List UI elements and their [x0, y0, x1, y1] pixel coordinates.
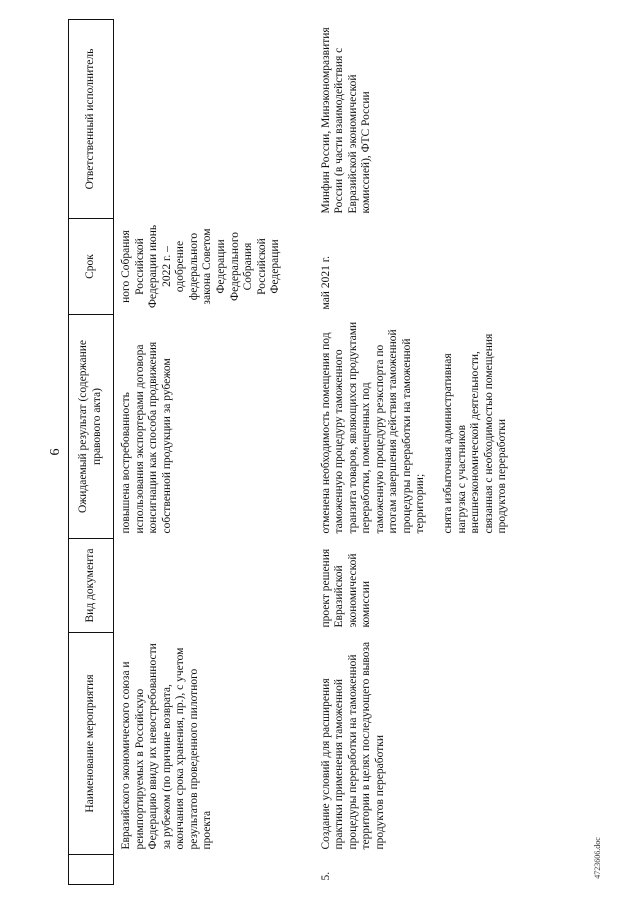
table-row — [114, 20, 314, 885]
row-num: 5. — [319, 871, 332, 881]
table-row — [314, 20, 510, 885]
row-result — [114, 315, 314, 539]
header-deadline: Срок — [69, 219, 114, 315]
row-result — [314, 315, 510, 539]
row-executor: Минфин России, Минэкономразвития России (в части взаимодействия с Евразийской экономической комиссией), ФТС России — [319, 27, 373, 214]
measures-table-rotated — [68, 20, 626, 885]
row-result-text: повышена востребованность использования экспортерами договора консигнации как способа продвижения собственной продукции за рубежом — [120, 341, 173, 534]
header-num — [69, 855, 114, 885]
footer-doc-id: 4723606.doc — [593, 837, 602, 879]
row-deadline: май 2021 г. — [319, 255, 332, 310]
row-name: Создание условий для расширения практики применения таможенной процедуры переработки на таможенной территории в целях последующего вывоза продуктов переработки — [319, 641, 386, 850]
row-doc-type: проект решения Евразийской экономической комиссии — [319, 548, 373, 628]
header-result: Ожидаемый результат (содержание правового акта) — [69, 315, 114, 539]
header-executor: Ответственный исполнитель — [69, 20, 114, 219]
page-number: 6 — [48, 448, 63, 456]
row-num — [114, 855, 314, 885]
row-executor — [114, 20, 314, 219]
header-name: Наименование мероприятия — [69, 633, 114, 855]
row-result-text-2: снята избыточная административная нагрузка с участников внешнеэкономической деятельности, связанная с необходимостью помещения продуктов переработки — [442, 333, 509, 534]
row-doc-type — [114, 539, 314, 633]
row-deadline: ного Собрания Российской Федерации июнь 2022 г. – одобрение федерального закона Советом Федерации Федерального Собрания Российской Федерации — [120, 224, 282, 309]
row-result-text: отменена необходимость помещения под таможенную процедуру таможенного транзита товаров, являющихся продуктами переработки, помещенных под таможенную процедуру реэкспорта по итогам завершения действия таможенной процедуры переработки на таможенной территории; — [319, 321, 427, 534]
header-doc-type: Вид документа — [69, 539, 114, 633]
table-header-row — [69, 20, 114, 885]
measures-table — [68, 19, 510, 885]
row-name: Евразийского экономического союза и реимпортируемых в Российскую Федерацию ввиду их невостребованности за рубежом (по причине возврата, окончания срока хранения, пр.), с учетом результатов проведенного пилотного проекта — [120, 643, 214, 850]
